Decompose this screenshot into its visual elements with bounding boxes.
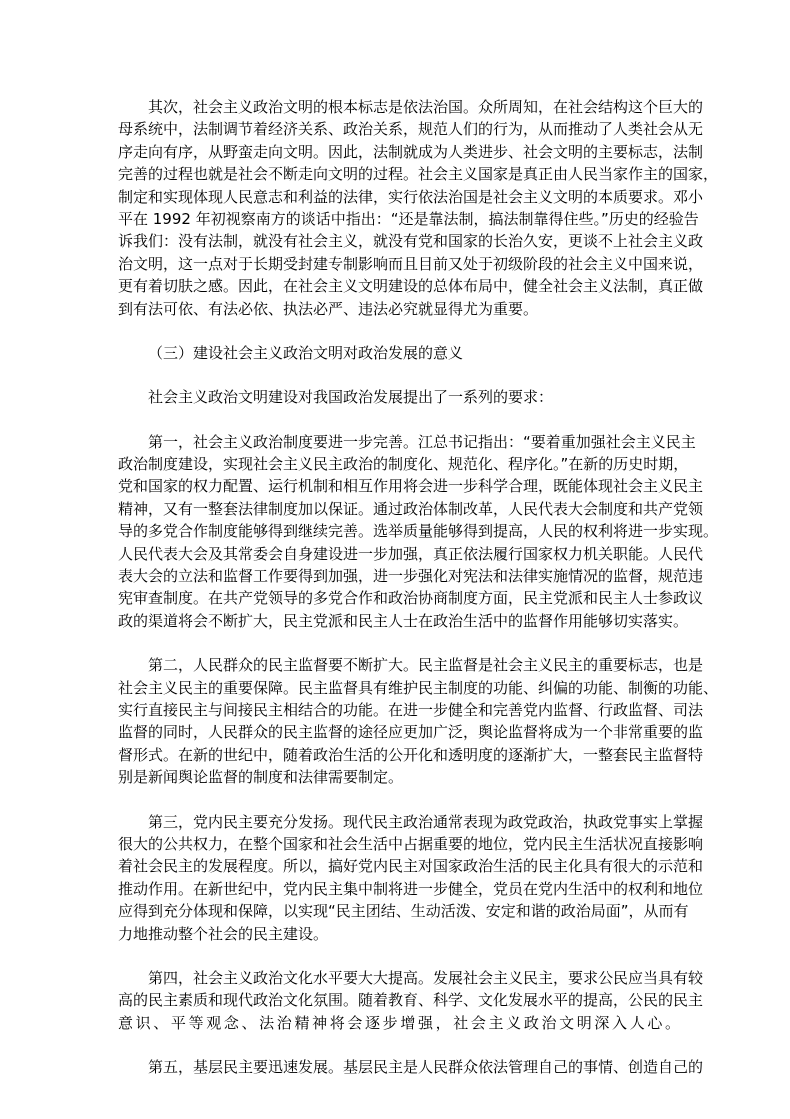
text-line: 诉我们：没有法制，就没有社会主义，就没有党和国家的长治久安，更谈不上社会主义政 — [118, 232, 704, 251]
text-line: 着社会民主的发展程度。所以，搞好党内民主对国家政治生活的民主化具有很大的示范和 — [118, 857, 704, 876]
text-line: 监督的同时，人民群众的民主监督的途径应更加广泛，舆论监督将成为一个非常重要的监 — [118, 723, 704, 742]
text-line: 意识、平等观念、法治精神将会逐步增强，社会主义政治文明深入人心。 — [118, 1013, 680, 1032]
paragraph — [118, 386, 680, 408]
text-line: 党和国家的权力配置、运行机制和相互作用将会进一步科学合理，既能体现社会主义民主 — [118, 477, 704, 496]
text-line: 完善的过程也就是社会不断走向文明的过程。社会主义国家是真正由人民当家作主的国家， — [118, 165, 719, 184]
text-line: 社会主义民主的重要保障。民主监督具有维护民主制度的功能、纠偏的功能、制衡的功能、 — [118, 678, 719, 697]
document-page — [118, 96, 719, 1100]
text-line: 政的渠道将会不断扩大，民主党派和民主人士在政治生活中的监督作用能够切实落实。 — [118, 611, 689, 630]
text-line: 第一，社会主义政治制度要进一步完善。江总书记指出：“要着重加强社会主义民主 — [148, 432, 696, 451]
text-line: 政治制度建设，实现社会主义民主政治的制度化、规范化、程序化。”在新的历史时期， — [118, 455, 689, 474]
text-line: 序走向有序，从野蛮走向文明。因此，法制就成为人类进步、社会文明的主要标志，法制 — [118, 142, 704, 161]
text-line: 第五，基层民主要迅速发展。基层民主是人民群众依法管理自己的事情、创造自己的 — [148, 1058, 704, 1077]
text-line: 母系统中，法制调节着经济关系、政治关系，规范人们的行为，从而推动了人类社会从无 — [118, 120, 704, 139]
paragraph — [118, 654, 719, 788]
text-line: 力地推动整个社会的民主建设。 — [118, 924, 329, 943]
text-line: 推动作用。在新世纪中，党内民主集中制将进一步健全，党员在党内生活中的权利和地位 — [118, 879, 704, 898]
paragraph — [118, 431, 719, 633]
paragraph — [118, 811, 704, 945]
paragraph — [118, 967, 704, 1034]
text-line: 很大的公共权力，在整个国家和社会生活中占据重要的地位，党内民主生活状况直接影响 — [118, 834, 704, 853]
text-line: 制定和实现体现人民意志和利益的法律，实行依法治国是社会主义文明的本质要求。邓小 — [118, 187, 704, 206]
text-line: 别是新闻舆论监督的制度和法律需要制定。 — [118, 768, 404, 787]
text-line: 宪审查制度。在共产党领导的多党合作和政治协商制度方面，民主党派和民主人士参政议 — [118, 589, 704, 608]
paragraph — [118, 96, 719, 320]
text-line: （三）建设社会主义政治文明对政治发展的意义 — [148, 343, 464, 362]
section-heading — [118, 342, 680, 364]
text-line: 社会主义政治文明建设对我国政治发展提出了一系列的要求： — [148, 388, 554, 407]
text-line: 第二，人民群众的民主监督要不断扩大。民主监督是社会主义民主的重要标志，也是 — [148, 656, 704, 675]
text-line: 督形式。在新的世纪中，随着政治生活的公开化和透明度的逐渐扩大，一整套民主监督特 — [118, 745, 704, 764]
text-line: 高的民主素质和现代政治文化氛围。随着教育、科学、文化发展水平的提高，公民的民主 — [118, 991, 704, 1010]
text-line: 到有法可依、有法必依、执法必严、违法必究就显得尤为重要。 — [118, 299, 539, 318]
text-line: 表大会的立法和监督工作要得到加强，进一步强化对宪法和法律实施情况的监督，规范违 — [118, 567, 704, 586]
paragraph — [118, 1056, 704, 1078]
text-line: 实行直接民主与间接民主相结合的功能。在进一步健全和完善党内监督、行政监督、司法 — [118, 700, 704, 719]
text-line: 治文明，这一点对于长期受封建专制影响而且目前又处于初级阶段的社会主义中国来说， — [118, 254, 704, 273]
text-line: 导的多党合作制度能够得到继续完善。选举质量能够得到提高，人民的权利将进一步实现。 — [118, 522, 719, 541]
text-line: 第四，社会主义政治文化水平要大大提高。发展社会主义民主，要求公民应当具有较 — [148, 968, 704, 987]
text-line: 应得到充分体现和保障，以实现“民主团结、生动活泼、安定和谐的政治局面”，从而有 — [118, 902, 689, 921]
text-line: 精神，又有一整套法律制度加以保证。通过政治体制改革，人民代表大会制度和共产党领 — [118, 499, 704, 518]
text-line: 更有着切肤之感。因此，在社会主义文明建设的总体布局中，健全社会主义法制，真正做 — [118, 277, 704, 296]
text-line: 平在 1992 年初视察南方的谈话中指出：“还是靠法制，搞法制靠得住些。”历史的经验告 — [118, 209, 699, 228]
text-line: 人民代表大会及其常委会自身建设进一步加强，真正依法履行国家权力机关职能。人民代 — [118, 544, 704, 563]
text-line: 第三，党内民主要充分发扬。现代民主政治通常表现为政党政治，执政党事实上掌握 — [148, 812, 704, 831]
text-line: 其次，社会主义政治文明的根本标志是依法治国。众所周知，在社会结构这个巨大的 — [148, 98, 704, 116]
